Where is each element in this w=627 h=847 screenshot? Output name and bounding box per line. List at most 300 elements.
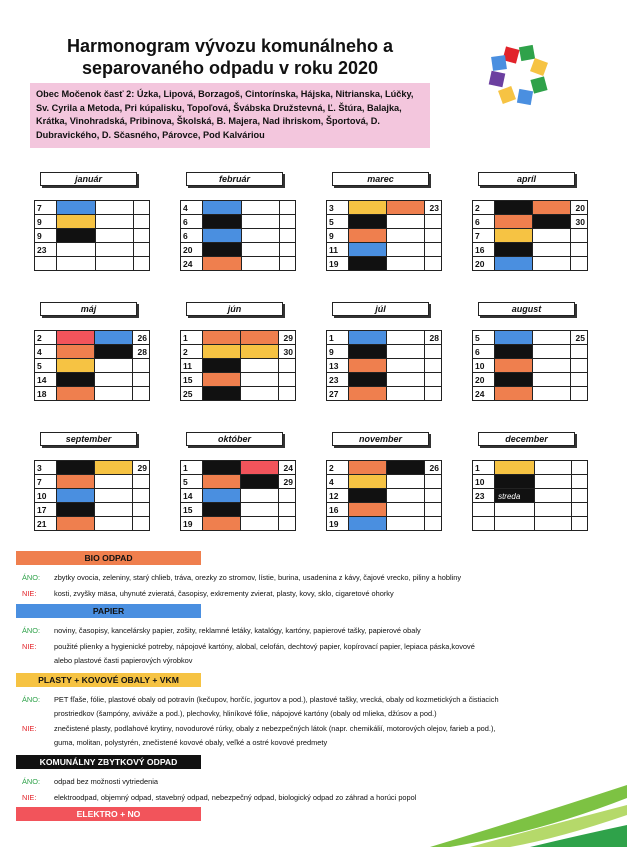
waste-type-cell (95, 257, 133, 271)
waste-type-cell (533, 331, 571, 345)
weekday-note: streda (498, 491, 521, 501)
month-schedule-table (34, 200, 150, 271)
schedule-row (181, 503, 296, 517)
second-day-number (425, 475, 442, 489)
elektro-category-header: ELEKTRO + NO (16, 807, 201, 821)
waste-type-cell (349, 359, 387, 373)
waste-type-cell (203, 201, 241, 215)
waste-type-cell (533, 359, 571, 373)
schedule-row (327, 461, 442, 475)
month-schedule-table (472, 200, 588, 271)
waste-type-cell (495, 229, 533, 243)
waste-type-cell (57, 461, 95, 475)
day-number: 23 (327, 373, 349, 387)
day-number: 20 (181, 243, 203, 257)
waste-type-cell (387, 489, 425, 503)
day-number: 23 (473, 489, 495, 503)
day-number: 24 (181, 257, 203, 271)
month-block (326, 432, 451, 531)
second-day-number (133, 359, 150, 373)
month-schedule-table (326, 200, 442, 271)
month-schedule-table (180, 460, 296, 531)
second-day-number: 23 (425, 201, 442, 215)
day-number: 6 (181, 215, 203, 229)
schedule-row (473, 215, 588, 229)
waste-type-cell (533, 229, 571, 243)
waste-type-cell (241, 243, 279, 257)
second-day-number (279, 359, 296, 373)
schedule-row (181, 387, 296, 401)
waste-type-cell (57, 517, 95, 531)
day-number: 1 (181, 461, 203, 475)
schedule-row (35, 489, 150, 503)
schedule-row (181, 345, 296, 359)
waste-type-cell (387, 373, 425, 387)
waste-type-cell (203, 215, 241, 229)
second-day-number (279, 503, 296, 517)
decorative-wave (430, 780, 627, 847)
schedule-row (473, 229, 588, 243)
second-day-number (425, 503, 442, 517)
schedule-row (473, 503, 588, 517)
schedule-row (35, 461, 150, 475)
waste-type-cell (534, 517, 571, 531)
schedule-row (35, 257, 150, 271)
schedule-row (327, 215, 442, 229)
waste-type-cell (241, 373, 279, 387)
paper-ano-label: ÁNO: (22, 626, 41, 635)
second-day-number (133, 201, 149, 215)
waste-type-cell (495, 517, 535, 531)
second-day-number (571, 373, 588, 387)
waste-type-cell (349, 201, 387, 215)
waste-type-cell (203, 359, 241, 373)
waste-type-cell (57, 243, 95, 257)
plast-nie-label: NIE: (22, 724, 37, 733)
schedule-row (181, 373, 296, 387)
day-number: 4 (181, 201, 203, 215)
schedule-row (181, 243, 296, 257)
day-number: 5 (35, 359, 57, 373)
waste-type-cell (57, 373, 95, 387)
second-day-number (279, 489, 296, 503)
month-block (180, 172, 305, 271)
waste-type-cell (349, 257, 387, 271)
schedule-row (35, 345, 150, 359)
bio-nie-text: kosti, zvyšky mäsa, uhynuté zvieratá, časopisy, exkrementy zvierat, plasty, kovy, sklo, cigaretové ohorky (54, 589, 394, 598)
second-day-number: 30 (279, 345, 296, 359)
waste-type-cell (533, 373, 571, 387)
second-day-number (279, 229, 295, 243)
day-number (35, 257, 57, 271)
second-day-number (572, 461, 588, 475)
waste-type-cell (349, 229, 387, 243)
month-block (34, 432, 159, 531)
second-day-number (571, 387, 588, 401)
waste-type-cell (387, 345, 425, 359)
waste-type-cell (387, 257, 425, 271)
waste-type-cell (95, 489, 133, 503)
schedule-row (327, 373, 442, 387)
waste-type-cell (495, 373, 533, 387)
month-label: november (332, 432, 429, 446)
waste-type-cell (241, 201, 279, 215)
second-day-number (572, 489, 588, 503)
second-day-number (572, 517, 588, 531)
day-number: 7 (473, 229, 495, 243)
schedule-row (181, 201, 296, 215)
waste-type-cell (349, 373, 387, 387)
waste-type-cell (387, 243, 425, 257)
second-day-number: 30 (571, 215, 588, 229)
second-day-number (133, 243, 149, 257)
waste-type-cell (241, 331, 279, 345)
waste-type-cell (203, 387, 241, 401)
waste-type-cell (349, 461, 387, 475)
schedule-row (327, 229, 442, 243)
day-number: 21 (35, 517, 57, 531)
month-label: január (40, 172, 137, 186)
month-schedule-table (34, 330, 150, 401)
schedule-row (473, 475, 588, 489)
waste-type-cell (203, 331, 241, 345)
month-label: august (478, 302, 575, 316)
waste-type-cell (95, 461, 133, 475)
second-day-number (425, 215, 442, 229)
day-number: 27 (327, 387, 349, 401)
waste-type-cell (95, 517, 133, 531)
day-number: 5 (181, 475, 203, 489)
schedule-row (473, 517, 588, 531)
schedule-row (473, 461, 588, 475)
waste-type-cell (533, 201, 571, 215)
paper-nie-text-1: použité plienky a hygienické potreby, nápojové kartóny, alobal, celofán, dechtový papier, kopírovací papier, lepiaca páska,kovové (54, 642, 475, 651)
day-number: 14 (181, 489, 203, 503)
month-block (180, 432, 305, 531)
day-number: 24 (473, 387, 495, 401)
waste-type-cell (349, 517, 387, 531)
month-label: september (40, 432, 137, 446)
waste-type-cell (57, 201, 95, 215)
day-number: 20 (473, 257, 495, 271)
month-label: jún (186, 302, 283, 316)
day-number: 16 (473, 243, 495, 257)
second-day-number (425, 517, 442, 531)
waste-type-cell (241, 489, 279, 503)
waste-type-cell (495, 475, 535, 489)
waste-type-cell (241, 461, 279, 475)
day-number: 6 (181, 229, 203, 243)
day-number: 13 (327, 359, 349, 373)
second-day-number: 29 (133, 461, 150, 475)
waste-type-cell (241, 387, 279, 401)
waste-type-cell (534, 461, 571, 475)
month-schedule-table (34, 460, 150, 531)
waste-type-cell (203, 257, 241, 271)
month-schedule-table (326, 330, 442, 401)
day-number: 11 (181, 359, 203, 373)
komunal-nie-label: NIE: (22, 793, 37, 802)
waste-type-cell (534, 489, 571, 503)
plast-ano-text-1: PET fľaše, fólie, plastové obaly od potravín (kečupov, horčíc, jogurtov a pod.), plastové tašky, vrecká, obaly od kozmetických a čistiacich (54, 695, 499, 704)
waste-type-cell (387, 331, 425, 345)
bio-ano-label: ÁNO: (22, 573, 41, 582)
month-schedule-table (472, 460, 588, 531)
schedule-row (473, 345, 588, 359)
schedule-row (327, 503, 442, 517)
waste-type-cell (95, 331, 133, 345)
paper-category-header: PAPIER (16, 604, 201, 618)
day-number: 7 (35, 475, 57, 489)
second-day-number: 26 (133, 331, 150, 345)
second-day-number (133, 517, 150, 531)
waste-type-cell (495, 331, 533, 345)
waste-type-cell (495, 489, 535, 503)
second-day-number (279, 243, 295, 257)
waste-type-cell (57, 387, 95, 401)
waste-type-cell (241, 257, 279, 271)
second-day-number (133, 503, 150, 517)
plast-ano-label: ÁNO: (22, 695, 41, 704)
day-number: 9 (327, 229, 349, 243)
day-number: 11 (327, 243, 349, 257)
schedule-row (181, 517, 296, 531)
day-number: 23 (35, 243, 57, 257)
schedule-row (327, 517, 442, 531)
schedule-row (327, 243, 442, 257)
schedule-row (327, 201, 442, 215)
paper-nie-text-2: alebo plastové časti papierových výrobkov (54, 656, 193, 665)
waste-type-cell (57, 257, 95, 271)
waste-type-cell (203, 517, 241, 531)
day-number: 1 (181, 331, 203, 345)
schedule-row (473, 373, 588, 387)
schedule-row (473, 243, 588, 257)
waste-type-cell (495, 257, 533, 271)
schedule-row (35, 229, 150, 243)
waste-type-cell (533, 215, 571, 229)
komunal-ano-text: odpad bez možnosti vytriedenia (54, 777, 158, 786)
second-day-number (279, 215, 295, 229)
page-title: Harmonogram vývozu komunálneho a separovaného odpadu v roku 2020 (66, 36, 394, 78)
day-number: 17 (35, 503, 57, 517)
schedule-row (473, 387, 588, 401)
second-day-number (571, 229, 588, 243)
month-block (326, 172, 451, 271)
waste-type-cell (241, 345, 279, 359)
waste-type-cell (241, 359, 279, 373)
waste-type-cell (203, 373, 241, 387)
month-schedule-table (326, 460, 442, 531)
schedule-row (473, 201, 588, 215)
schedule-row (35, 359, 150, 373)
waste-type-cell (387, 387, 425, 401)
schedule-row (473, 359, 588, 373)
schedule-row (35, 503, 150, 517)
second-day-number (425, 243, 442, 257)
day-number: 15 (181, 503, 203, 517)
second-day-number (425, 229, 442, 243)
waste-type-cell (533, 243, 571, 257)
waste-type-cell (387, 359, 425, 373)
day-number: 2 (327, 461, 349, 475)
waste-type-cell (533, 387, 571, 401)
waste-type-cell (349, 243, 387, 257)
komunal-category-header: KOMUNÁLNY ZBYTKOVÝ ODPAD (16, 755, 201, 769)
second-day-number (571, 257, 588, 271)
day-number: 2 (473, 201, 495, 215)
waste-type-cell (203, 243, 241, 257)
second-day-number (279, 517, 296, 531)
day-number: 15 (181, 373, 203, 387)
waste-type-cell (387, 215, 425, 229)
waste-type-cell (95, 387, 133, 401)
day-number (473, 517, 495, 531)
waste-type-cell (534, 475, 571, 489)
day-number: 9 (327, 345, 349, 359)
month-label: október (186, 432, 283, 446)
waste-type-cell (387, 503, 425, 517)
schedule-row (181, 475, 296, 489)
waste-type-cell (349, 475, 387, 489)
waste-type-cell (349, 387, 387, 401)
schedule-row (473, 257, 588, 271)
paper-nie-label: NIE: (22, 642, 37, 651)
waste-type-cell (495, 201, 533, 215)
day-number: 1 (327, 331, 349, 345)
schedule-row (181, 215, 296, 229)
bio-nie-label: NIE: (22, 589, 37, 598)
waste-type-cell (495, 359, 533, 373)
second-day-number (571, 345, 588, 359)
month-block (34, 172, 159, 271)
association-logo-icon (470, 28, 566, 124)
schedule-row (327, 359, 442, 373)
day-number: 19 (327, 517, 349, 531)
month-label: december (478, 432, 575, 446)
second-day-number (279, 201, 295, 215)
waste-type-cell (495, 461, 535, 475)
day-number: 7 (35, 201, 57, 215)
second-day-number: 26 (425, 461, 442, 475)
waste-type-cell (495, 503, 535, 517)
waste-type-cell (387, 461, 425, 475)
waste-type-cell (349, 489, 387, 503)
second-day-number (133, 489, 150, 503)
waste-type-cell (533, 257, 571, 271)
waste-type-cell (57, 489, 95, 503)
day-number: 5 (473, 331, 495, 345)
bio-ano-text: zbytky ovocia, zeleniny, starý chlieb, tráva, orezky zo stromov, lístie, burina, usadenina z kávy, čajové vrecko, piliny a hobliny (54, 573, 462, 582)
schedule-row (473, 331, 588, 345)
second-day-number (425, 373, 442, 387)
second-day-number (133, 373, 150, 387)
month-block (34, 302, 159, 401)
waste-type-cell (203, 461, 241, 475)
second-day-number (133, 257, 149, 271)
waste-type-cell (57, 345, 95, 359)
schedule-row (181, 257, 296, 271)
waste-type-cell (95, 243, 133, 257)
waste-type-cell (241, 229, 279, 243)
month-label: máj (40, 302, 137, 316)
waste-type-cell (241, 503, 279, 517)
month-block (472, 432, 597, 531)
waste-type-cell (387, 517, 425, 531)
month-block (180, 302, 305, 401)
schedule-row (327, 489, 442, 503)
second-day-number (425, 257, 442, 271)
second-day-number (279, 257, 295, 271)
waste-type-cell (95, 359, 133, 373)
second-day-number: 29 (279, 475, 296, 489)
schedule-row (473, 489, 588, 503)
day-number: 18 (35, 387, 57, 401)
day-number: 3 (35, 461, 57, 475)
schedule-row (35, 517, 150, 531)
second-day-number (425, 359, 442, 373)
second-day-number (133, 215, 149, 229)
komunal-ano-label: ÁNO: (22, 777, 41, 786)
second-day-number (571, 243, 588, 257)
waste-type-cell (95, 215, 133, 229)
second-day-number (133, 475, 150, 489)
schedule-row (35, 373, 150, 387)
waste-type-cell (349, 345, 387, 359)
schedule-row (327, 345, 442, 359)
waste-type-cell (57, 229, 95, 243)
waste-type-cell (57, 215, 95, 229)
schedule-row (35, 243, 150, 257)
waste-type-cell (349, 503, 387, 517)
day-number (473, 503, 495, 517)
waste-type-cell (203, 475, 241, 489)
waste-type-cell (203, 503, 241, 517)
month-schedule-table (180, 200, 296, 271)
day-number: 10 (35, 489, 57, 503)
day-number: 6 (473, 345, 495, 359)
second-day-number (425, 345, 442, 359)
waste-type-cell (495, 215, 533, 229)
second-day-number (425, 387, 442, 401)
waste-type-cell (533, 345, 571, 359)
second-day-number (279, 373, 296, 387)
day-number: 9 (35, 229, 57, 243)
month-schedule-table (472, 330, 588, 401)
waste-type-cell (241, 475, 279, 489)
day-number: 1 (473, 461, 495, 475)
month-label: júl (332, 302, 429, 316)
waste-type-cell (495, 345, 533, 359)
waste-type-cell (95, 373, 133, 387)
schedule-row (181, 489, 296, 503)
plast-category-header: PLASTY + KOVOVÉ OBALY + VKM (16, 673, 201, 687)
schedule-row (35, 331, 150, 345)
waste-type-cell (203, 345, 241, 359)
day-number: 19 (327, 257, 349, 271)
waste-type-cell (203, 489, 241, 503)
day-number: 2 (35, 331, 57, 345)
waste-type-cell (95, 503, 133, 517)
month-label: apríl (478, 172, 575, 186)
waste-type-cell (349, 215, 387, 229)
second-day-number: 25 (571, 331, 588, 345)
waste-type-cell (57, 331, 95, 345)
schedule-row (181, 331, 296, 345)
schedule-row (181, 229, 296, 243)
waste-type-cell (57, 475, 95, 489)
schedule-row (327, 257, 442, 271)
